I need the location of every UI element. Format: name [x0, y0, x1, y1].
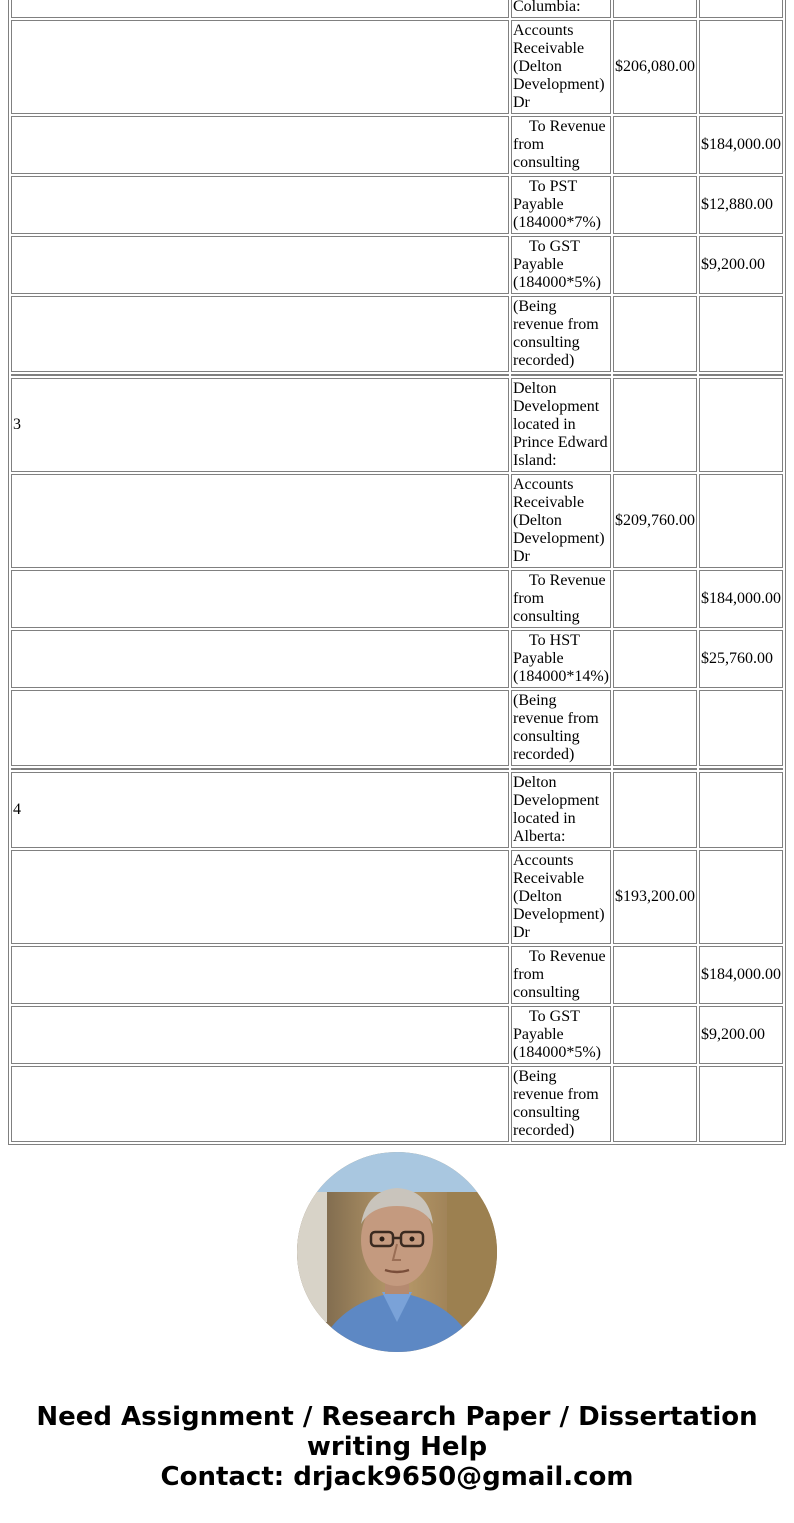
date-cell: 4 [11, 772, 509, 848]
table-row [11, 630, 783, 688]
separator-row [11, 374, 783, 376]
date-cell [11, 116, 509, 174]
credit-cell: $184,000.00 [699, 946, 783, 1004]
date-cell [11, 630, 509, 688]
contact-email[interactable]: Contact: drjack9650@gmail.com [160, 1462, 634, 1492]
description-cell [511, 1006, 611, 1064]
help-callout [20, 1402, 774, 1492]
description-cell: (Being revenue from consulting recorded) [511, 296, 611, 372]
separator-cell [699, 374, 783, 376]
separator-cell [11, 768, 509, 770]
debit-cell [613, 570, 697, 628]
separator-cell [11, 374, 509, 376]
credit-cell: $184,000.00 [699, 570, 783, 628]
debit-cell [613, 946, 697, 1004]
debit-cell [613, 772, 697, 848]
separator-row [11, 768, 783, 770]
date-cell [11, 570, 509, 628]
description-cell: Columbia: [511, 0, 611, 18]
table-row [11, 0, 783, 18]
separator-cell [511, 768, 611, 770]
table-row [11, 570, 783, 628]
description-cell: Delton Development located in Alberta: [511, 772, 611, 848]
promo-footer [0, 1152, 794, 1492]
description-cell: (Being revenue from consulting recorded) [511, 1066, 611, 1142]
date-cell [11, 690, 509, 766]
table-row [11, 176, 783, 234]
date-cell [11, 474, 509, 568]
table-row [11, 690, 783, 766]
credit-cell: $9,200.00 [699, 1006, 783, 1064]
separator-cell [511, 374, 611, 376]
table-row [11, 378, 783, 472]
description-text: To Revenue from consulting [513, 572, 606, 625]
description-cell: Accounts Receivable (Delton Development) Dr [511, 474, 611, 568]
description-text: To GST Payable (184000*5%) [513, 238, 601, 291]
date-cell [11, 236, 509, 294]
credit-cell: $12,880.00 [699, 176, 783, 234]
debit-cell [613, 1006, 697, 1064]
debit-cell [613, 690, 697, 766]
debit-cell [613, 1066, 697, 1142]
credit-cell [699, 296, 783, 372]
date-cell [11, 176, 509, 234]
description-cell: Accounts Receivable (Delton Development) Dr [511, 20, 611, 114]
table-row [11, 1006, 783, 1064]
debit-cell: $206,080.00 [613, 20, 697, 114]
description-text: To Revenue from consulting [513, 948, 606, 1001]
debit-cell [613, 0, 697, 18]
table-row [11, 850, 783, 944]
debit-cell [613, 296, 697, 372]
description-cell [511, 946, 611, 1004]
table-row [11, 236, 783, 294]
author-avatar [297, 1152, 497, 1352]
credit-cell: $9,200.00 [699, 236, 783, 294]
description-text: To GST Payable (184000*5%) [513, 1008, 601, 1061]
description-cell: Delton Development located in Prince Edward Island: [511, 378, 611, 472]
description-cell: (Being revenue from consulting recorded) [511, 690, 611, 766]
debit-cell [613, 116, 697, 174]
credit-cell [699, 474, 783, 568]
credit-cell [699, 690, 783, 766]
description-cell [511, 630, 611, 688]
credit-cell [699, 772, 783, 848]
credit-cell: $25,760.00 [699, 630, 783, 688]
description-text: To PST Payable (184000*7%) [513, 178, 601, 231]
description-text: To Revenue from consulting [513, 118, 606, 171]
date-cell [11, 20, 509, 114]
table-row [11, 946, 783, 1004]
separator-cell [613, 768, 697, 770]
help-text: Need Assignment / Research Paper / Dissertation writing Help [36, 1402, 758, 1462]
description-text: To HST Payable (184000*14%) [513, 632, 609, 685]
table-row [11, 1066, 783, 1142]
credit-cell [699, 0, 783, 18]
journal-entries-table [8, 0, 786, 1145]
separator-cell [613, 374, 697, 376]
debit-cell [613, 236, 697, 294]
table-row [11, 296, 783, 372]
debit-cell: $209,760.00 [613, 474, 697, 568]
credit-cell [699, 1066, 783, 1142]
description-cell [511, 236, 611, 294]
date-cell: 3 [11, 378, 509, 472]
debit-cell [613, 630, 697, 688]
date-cell [11, 296, 509, 372]
credit-cell [699, 850, 783, 944]
date-cell [11, 946, 509, 1004]
description-cell [511, 116, 611, 174]
debit-cell: $193,200.00 [613, 850, 697, 944]
description-cell [511, 570, 611, 628]
date-cell [11, 850, 509, 944]
credit-cell [699, 378, 783, 472]
description-cell: Accounts Receivable (Delton Development) Dr [511, 850, 611, 944]
date-cell [11, 0, 509, 18]
separator-cell [699, 768, 783, 770]
debit-cell [613, 176, 697, 234]
date-cell [11, 1066, 509, 1142]
debit-cell [613, 378, 697, 472]
table-row [11, 20, 783, 114]
credit-cell: $184,000.00 [699, 116, 783, 174]
table-row [11, 116, 783, 174]
description-cell [511, 176, 611, 234]
date-cell [11, 1006, 509, 1064]
portrait-icon [297, 1152, 497, 1352]
table-row [11, 772, 783, 848]
credit-cell [699, 20, 783, 114]
table-row [11, 474, 783, 568]
